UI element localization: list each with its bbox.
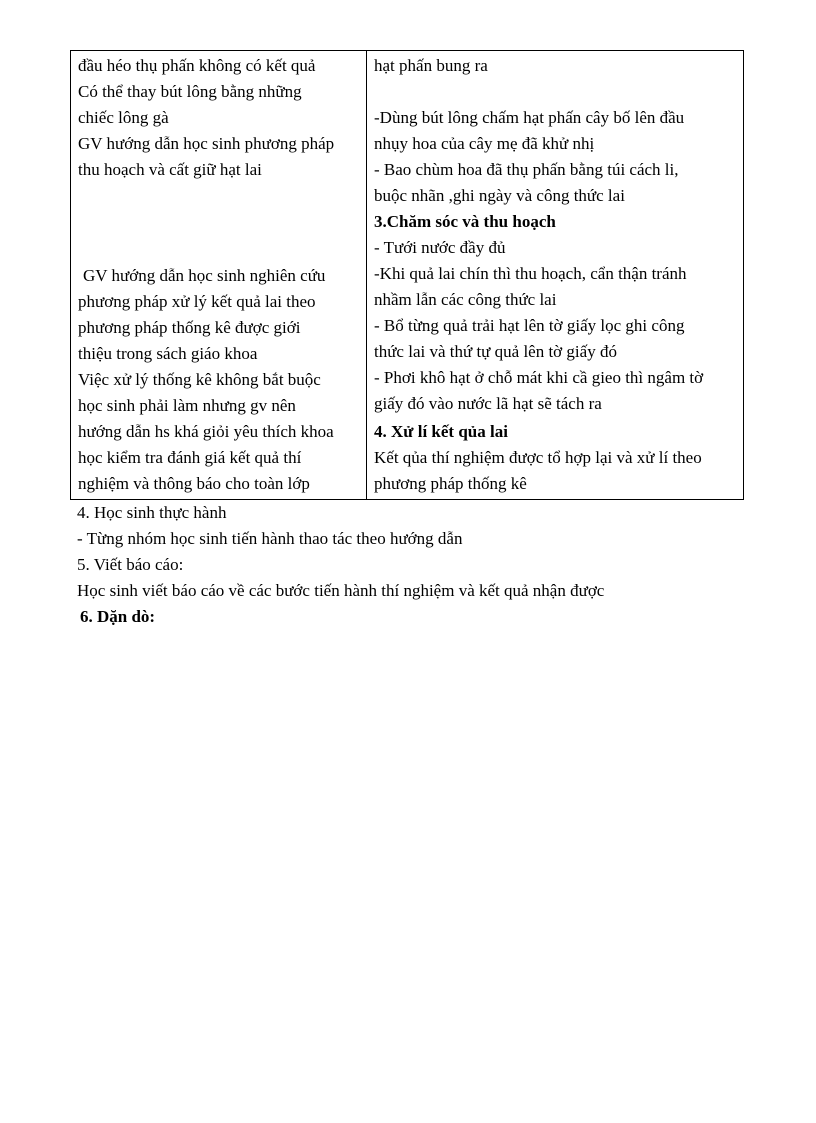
left-text-line: GV hướng dẫn học sinh nghiên cứu xyxy=(83,266,326,285)
left-text-line: chiếc lông gà xyxy=(78,108,169,127)
report-instruction: Học sinh viết báo cáo về các bước tiến hành thí nghiệm và kết quả nhận được xyxy=(77,581,605,600)
right-text-line: nhụy hoa của cây mẹ đã khử nhị xyxy=(374,134,595,153)
right-text-line: giấy đó vào nước lã hạt sẽ tách ra xyxy=(374,394,602,413)
right-text-line: Kết qủa thí nghiệm được tổ hợp lại và xử lí theo xyxy=(374,448,702,467)
left-text-line: hướng dẫn hs khá giỏi yêu thích khoa xyxy=(78,422,334,441)
step-heading-report: 5. Viết báo cáo: xyxy=(77,555,184,574)
left-text-line: Việc xử lý thống kê không bắt buộc xyxy=(78,370,321,389)
right-text-line: hạt phấn bung ra xyxy=(374,56,488,75)
left-text-line: học kiểm tra đánh giá kết quả thí xyxy=(78,448,302,467)
left-text-line: GV hướng dẫn học sinh phương pháp xyxy=(78,134,335,153)
lesson-table xyxy=(70,50,744,500)
content-column xyxy=(374,51,740,499)
left-text-line: thu hoạch và cất giữ hạt lai xyxy=(78,160,262,179)
left-text-line: nghiệm và thông báo cho toàn lớp xyxy=(78,474,310,493)
step-heading-practice: 4. Học sinh thực hành xyxy=(77,503,227,522)
right-text-line: - Bổ từng quả trải hạt lên tờ giấy lọc ghi công xyxy=(374,316,685,335)
step-heading-homework: 6. Dặn dò: xyxy=(80,607,156,626)
right-text-line: - Bao chùm hoa đã thụ phấn bằng túi cách li, xyxy=(374,160,679,179)
section-heading-process-results: 4. Xử lí kết qủa lai xyxy=(374,422,508,441)
left-text-line: phương pháp xử lý kết quả lai theo xyxy=(78,292,316,311)
left-text-line: thiệu trong sách giáo khoa xyxy=(78,344,258,363)
right-text-line: nhầm lẫn các công thức lai xyxy=(374,290,557,309)
column-divider xyxy=(366,51,367,499)
practice-instruction: - Từng nhóm học sinh tiến hành thao tác theo hướng dẫn xyxy=(77,529,463,548)
right-text-line: -Dùng bút lông chấm hạt phấn cây bố lên đầu xyxy=(374,108,685,127)
left-text-line: Có thể thay bút lông bằng những xyxy=(78,82,302,101)
left-text-line: đầu héo thụ phấn không có kết quả xyxy=(78,56,316,75)
right-text-line: phương pháp thống kê xyxy=(374,474,527,493)
right-text-line: thức lai và thứ tự quả lên tờ giấy đó xyxy=(374,342,617,361)
right-text-line: - Phơi khô hạt ở chỗ mát khi cầ gieo thì ngâm tờ xyxy=(374,368,704,387)
section-heading-care-harvest: 3.Chăm sóc và thu hoạch xyxy=(374,212,556,231)
left-text-line: phương pháp thống kê được giới xyxy=(78,318,301,337)
right-text-line: -Khi quả lai chín thì thu hoạch, cẩn thận tránh xyxy=(374,264,687,283)
right-text-line: buộc nhãn ,ghi ngày và công thức lai xyxy=(374,186,625,205)
teacher-activity-column xyxy=(78,51,362,499)
right-text-line: - Tưới nước đầy đủ xyxy=(374,238,506,257)
left-text-line: học sinh phải làm nhưng gv nên xyxy=(78,396,296,415)
